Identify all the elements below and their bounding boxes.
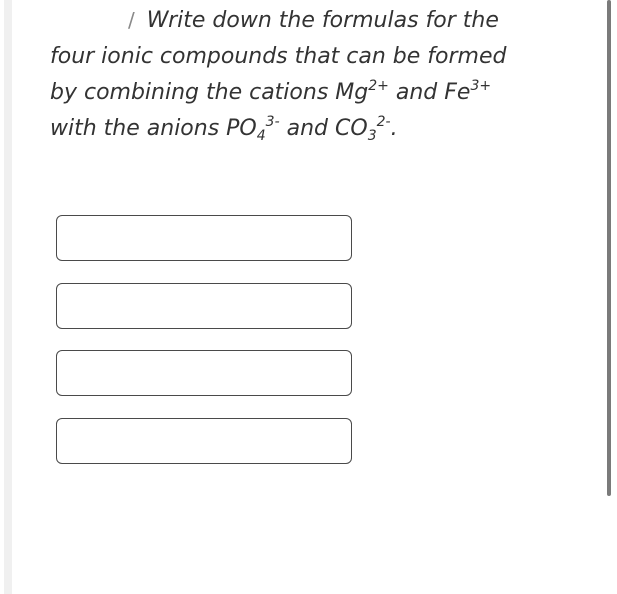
answer-input-2[interactable] xyxy=(56,283,352,329)
po-charge: 3- xyxy=(265,114,280,130)
question-marker: / xyxy=(128,8,135,32)
left-border xyxy=(4,0,12,594)
question-line-3 xyxy=(50,75,590,111)
and-fe-text: and Fe xyxy=(388,80,471,105)
question-line-1-text: Write down the formulas for the xyxy=(146,8,499,33)
answer-input-1[interactable] xyxy=(56,215,352,261)
period: . xyxy=(390,116,398,141)
and-co-text: and CO xyxy=(279,116,368,141)
cations-text: by combining the cations Mg xyxy=(50,80,369,105)
question-line-4 xyxy=(50,111,590,147)
po-subscript: 4 xyxy=(256,128,266,144)
answer-input-4[interactable] xyxy=(56,418,352,464)
co-subscript: 3 xyxy=(367,128,377,144)
question-text xyxy=(50,2,590,147)
fe-charge: 3+ xyxy=(470,78,492,94)
mg-charge: 2+ xyxy=(368,78,389,94)
co-charge: 2- xyxy=(376,114,391,130)
anions-text: with the anions PO xyxy=(50,116,257,141)
question-line-2: four ionic compounds that can be formed xyxy=(50,44,507,69)
scrollbar[interactable] xyxy=(607,0,611,496)
question-line-1 xyxy=(50,2,590,39)
answer-input-3[interactable] xyxy=(56,350,352,396)
